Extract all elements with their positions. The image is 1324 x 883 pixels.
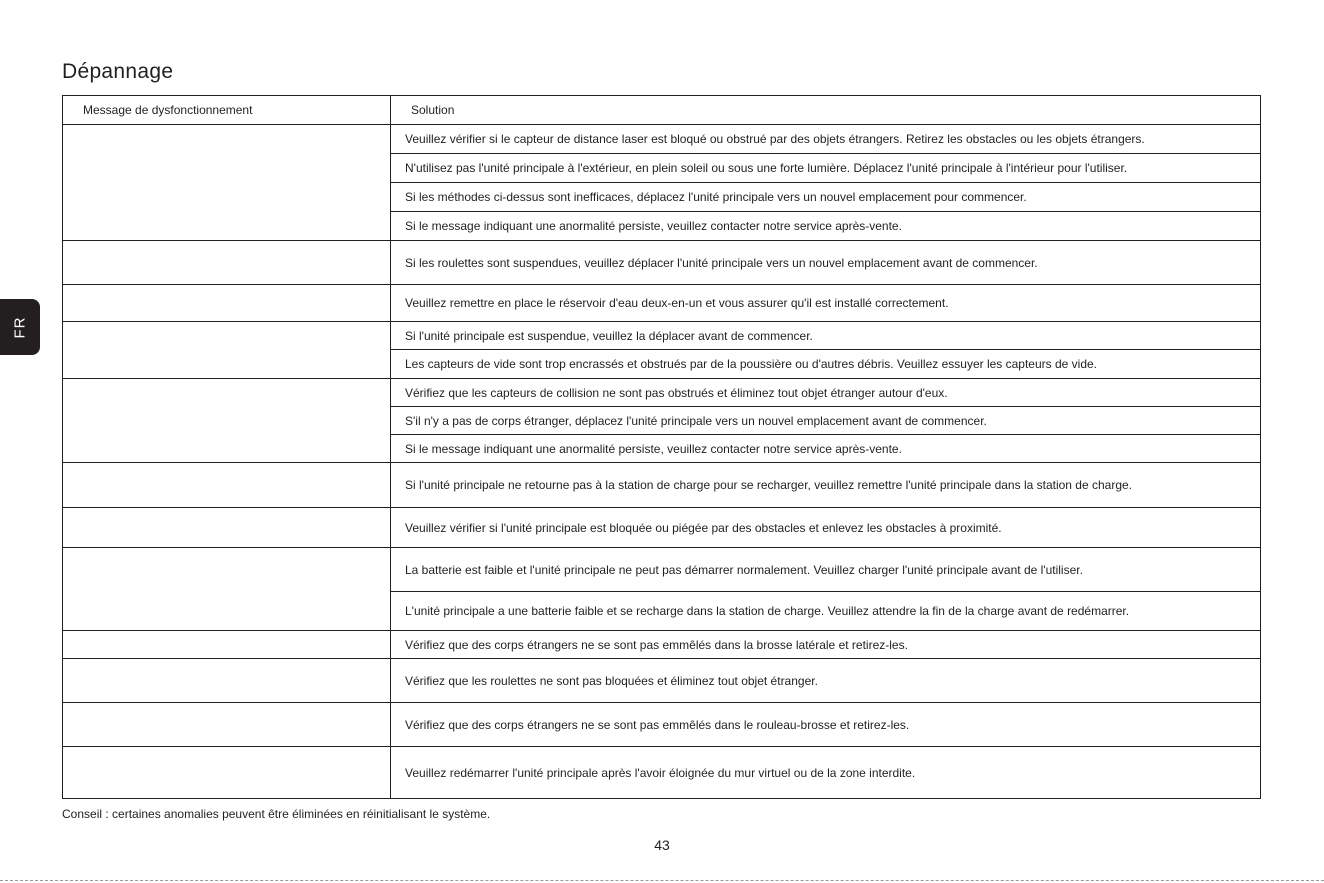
- table-row: [63, 508, 1261, 548]
- solution-cell: S'il n'y a pas de corps étranger, déplacez l'unité principale vers un nouvel emplacement avant de commencer.: [391, 407, 1261, 435]
- solution-cell: Vérifiez que des corps étrangers ne se sont pas emmêlés dans le rouleau-brosse et retirez-les.: [391, 703, 1261, 747]
- page-number: 43: [654, 837, 670, 853]
- table-row: [63, 241, 1261, 285]
- language-tab-label: FR: [11, 316, 29, 338]
- fault-message-cell: [63, 285, 391, 322]
- solution-cell: Si l'unité principale est suspendue, veuillez la déplacer avant de commencer.: [391, 322, 1261, 350]
- solution-cell: Si le message indiquant une anormalité persiste, veuillez contacter notre service après-vente.: [391, 212, 1261, 241]
- solution-cell: L'unité principale a une batterie faible et se recharge dans la station de charge. Veuillez attendre la fin de la charge avant de redémarrer.: [391, 592, 1261, 631]
- fault-message-cell: [63, 747, 391, 799]
- troubleshooting-table: [62, 95, 1261, 799]
- bottom-divider: [0, 880, 1324, 882]
- fault-message-cell: [63, 659, 391, 703]
- fault-message-cell: [63, 703, 391, 747]
- fault-message-cell: [63, 463, 391, 508]
- solution-cell: Si le message indiquant une anormalité persiste, veuillez contacter notre service après-vente.: [391, 435, 1261, 463]
- language-tab: [0, 299, 40, 355]
- table-row: [63, 125, 1261, 154]
- solution-cell: Vérifiez que les roulettes ne sont pas bloquées et éliminez tout objet étranger.: [391, 659, 1261, 703]
- table-row: [63, 285, 1261, 322]
- solution-cell: Si les roulettes sont suspendues, veuillez déplacer l'unité principale vers un nouvel emplacement avant de commencer.: [391, 241, 1261, 285]
- solution-cell: Si l'unité principale ne retourne pas à la station de charge pour se recharger, veuillez remettre l'unité principale dans la station de charge.: [391, 463, 1261, 508]
- solution-cell: Veuillez vérifier si l'unité principale est bloquée ou piégée par des obstacles et enlevez les obstacles à proximité.: [391, 508, 1261, 548]
- table-row: [63, 463, 1261, 508]
- solution-cell: La batterie est faible et l'unité principale ne peut pas démarrer normalement. Veuillez charger l'unité principale avant de l'utiliser.: [391, 548, 1261, 592]
- fault-message-cell: [63, 379, 391, 463]
- page-title: Dépannage: [62, 60, 174, 83]
- table-row: [63, 659, 1261, 703]
- table-row: [63, 631, 1261, 659]
- column-header-solution: Solution: [391, 96, 1261, 125]
- footnote-tip: Conseil : certaines anomalies peuvent être éliminées en réinitialisant le système.: [62, 807, 491, 821]
- table-row: [63, 703, 1261, 747]
- fault-message-cell: [63, 125, 391, 241]
- fault-message-cell: [63, 508, 391, 548]
- fault-message-cell: [63, 548, 391, 631]
- table-header-row: [63, 96, 1261, 125]
- solution-cell: Veuillez vérifier si le capteur de distance laser est bloqué ou obstrué par des objets étrangers. Retirez les obstacles ou les objets étrangers.: [391, 125, 1261, 154]
- table-row: [63, 379, 1261, 407]
- solution-cell: Vérifiez que des corps étrangers ne se sont pas emmêlés dans la brosse latérale et retirez-les.: [391, 631, 1261, 659]
- solution-cell: Veuillez redémarrer l'unité principale après l'avoir éloignée du mur virtuel ou de la zone interdite.: [391, 747, 1261, 799]
- solution-cell: Veuillez remettre en place le réservoir d'eau deux-en-un et vous assurer qu'il est installé correctement.: [391, 285, 1261, 322]
- table-row: [63, 322, 1261, 350]
- solution-cell: N'utilisez pas l'unité principale à l'extérieur, en plein soleil ou sous une forte lumière. Déplacez l'unité principale à l'intérieur pour l'utiliser.: [391, 154, 1261, 183]
- fault-message-cell: [63, 241, 391, 285]
- solution-cell: Vérifiez que les capteurs de collision ne sont pas obstrués et éliminez tout objet étranger autour d'eux.: [391, 379, 1261, 407]
- fault-message-cell: [63, 631, 391, 659]
- fault-message-cell: [63, 322, 391, 379]
- solution-cell: Les capteurs de vide sont trop encrassés et obstrués par de la poussière ou d'autres débris. Veuillez essuyer les capteurs de vide.: [391, 350, 1261, 379]
- table-row: [63, 747, 1261, 799]
- table-row: [63, 548, 1261, 592]
- column-header-message: Message de dysfonctionnement: [63, 96, 391, 125]
- solution-cell: Si les méthodes ci-dessus sont inefficaces, déplacez l'unité principale vers un nouvel emplacement pour commencer.: [391, 183, 1261, 212]
